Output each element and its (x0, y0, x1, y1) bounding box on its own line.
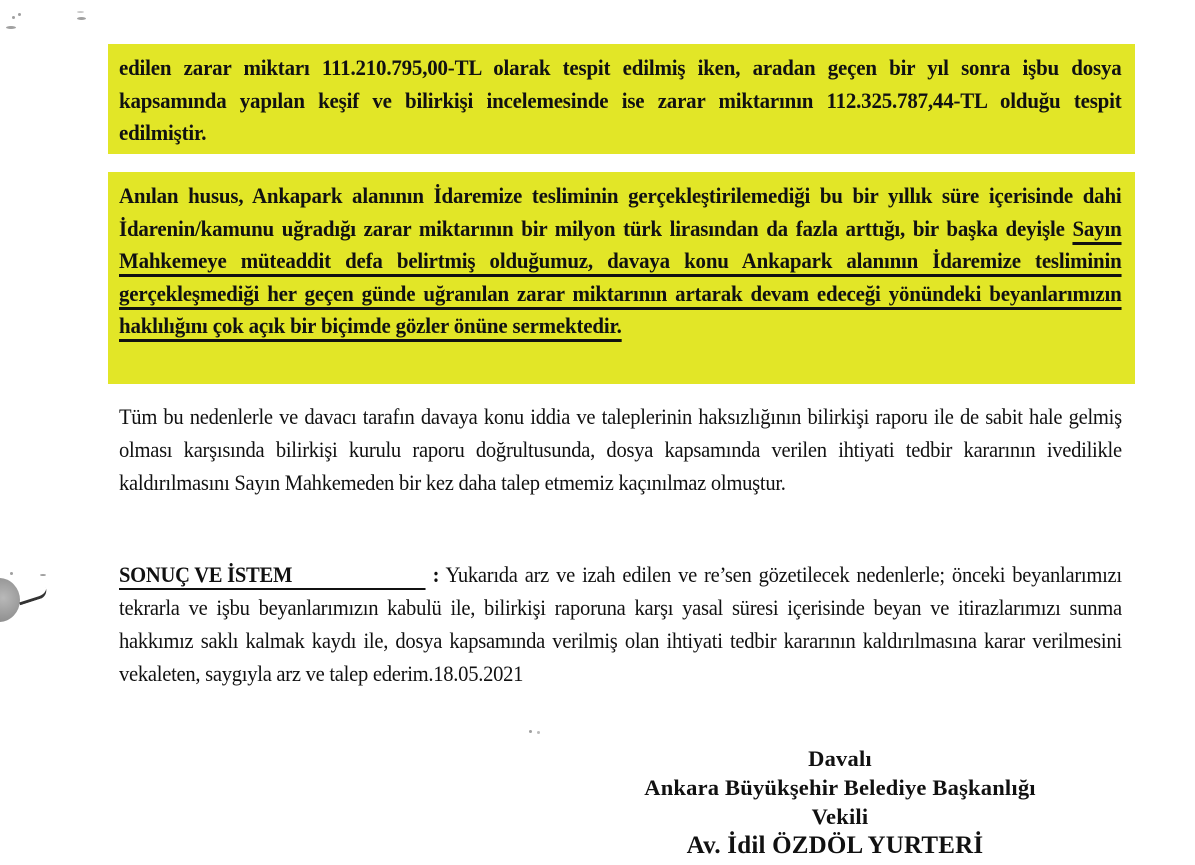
paragraph-text: Anılan husus, Ankapark alanının İdaremize tesliminin gerçekleştirilemediği bu bir yıllık süre içerisinde dahi İdarenin/kamunu uğradığı zarar miktarının bir milyon türk lirasından da fazla arttığı, bir başka deyişle (119, 183, 1122, 241)
scan-speck (6, 26, 16, 29)
scan-speck (77, 11, 84, 13)
scan-speck (18, 13, 21, 16)
paragraph-ankapark-argument (119, 180, 1122, 343)
punch-hole-artifact (0, 578, 20, 622)
conclusion-text: Yukarıda arz ve izah edilen ve re’sen gözetilecek nedenlerle; önceki beyanlarımızı tekrarla ve işbu beyanlarımızın kabulü ile, bilirkişi raporuna karşı yasal süresi içerisinde beyan ve itirazlarımızı sunma hakkımız saklı kalmak kaydı ile, dosya kapsamında verilmiş olan ihtiyati tedbir kararının kaldırılmasına karar verilmesini vekaleten, saygıyla arz ve talep ederim.18.05.2021 (119, 562, 1122, 686)
signature-block (600, 744, 1080, 860)
paragraph-text: edilen zarar miktarı 111.210.795,00-TL olarak tespit edilmiş iken, aradan geçen bir yıl sonra işbu dosya kapsamında yapılan keşif ve bilirkişi incelemesinde ise zarar miktarının 112.325.787,44-TL olduğu tespit edilmiştir. (119, 55, 1122, 145)
scan-speck (40, 574, 46, 576)
signature-role: Davalı (808, 746, 872, 771)
paragraph-text: Tüm bu nedenlerle ve davacı tarafın davaya konu iddia ve taleplerinin haksızlığının bilirkişi raporu ile de sabit hale gelmiş olması karşısında bilirkişi kurulu raporu doğrultusunda, dosya kapsamında verilen ihtiyati tedbir kararının ivedilikle kaldırılmasını Sayın Mahkemeden bir kez daha talep etmemiz kaçınılmaz olmuştur. (119, 404, 1122, 495)
scan-speck (537, 731, 540, 734)
paragraph-damage-amount (119, 52, 1122, 150)
underlined-text: Sayın Mahkemeye müteaddit defa belirtmiş olduğumuz, davaya konu Ankapark alanının İdaremize tesliminin gerçekleşmediği her geçen günde uğranılan zarar miktarının artarak devam edeceği yönündeki beyanlarımızın haklılığını çok açık bir biçimde gözler önüne sermektedir. (119, 215, 1122, 338)
scan-speck (10, 572, 13, 575)
signature-institution: Ankara Büyükşehir Belediye Başkanlığı (644, 775, 1036, 800)
signature-name: Av. İdil ÖZDÖL YURTERİ (686, 832, 984, 859)
conclusion-colon: : (432, 562, 440, 587)
paragraph-conclusion (119, 558, 1122, 690)
signature-title: Vekili (811, 804, 869, 829)
scan-speck (77, 17, 86, 20)
scan-speck (12, 16, 15, 19)
scan-speck (529, 730, 532, 733)
paragraph-request (119, 400, 1122, 499)
conclusion-heading: SONUÇ VE İSTEM (119, 562, 426, 590)
scan-mark-artifact (17, 588, 48, 606)
